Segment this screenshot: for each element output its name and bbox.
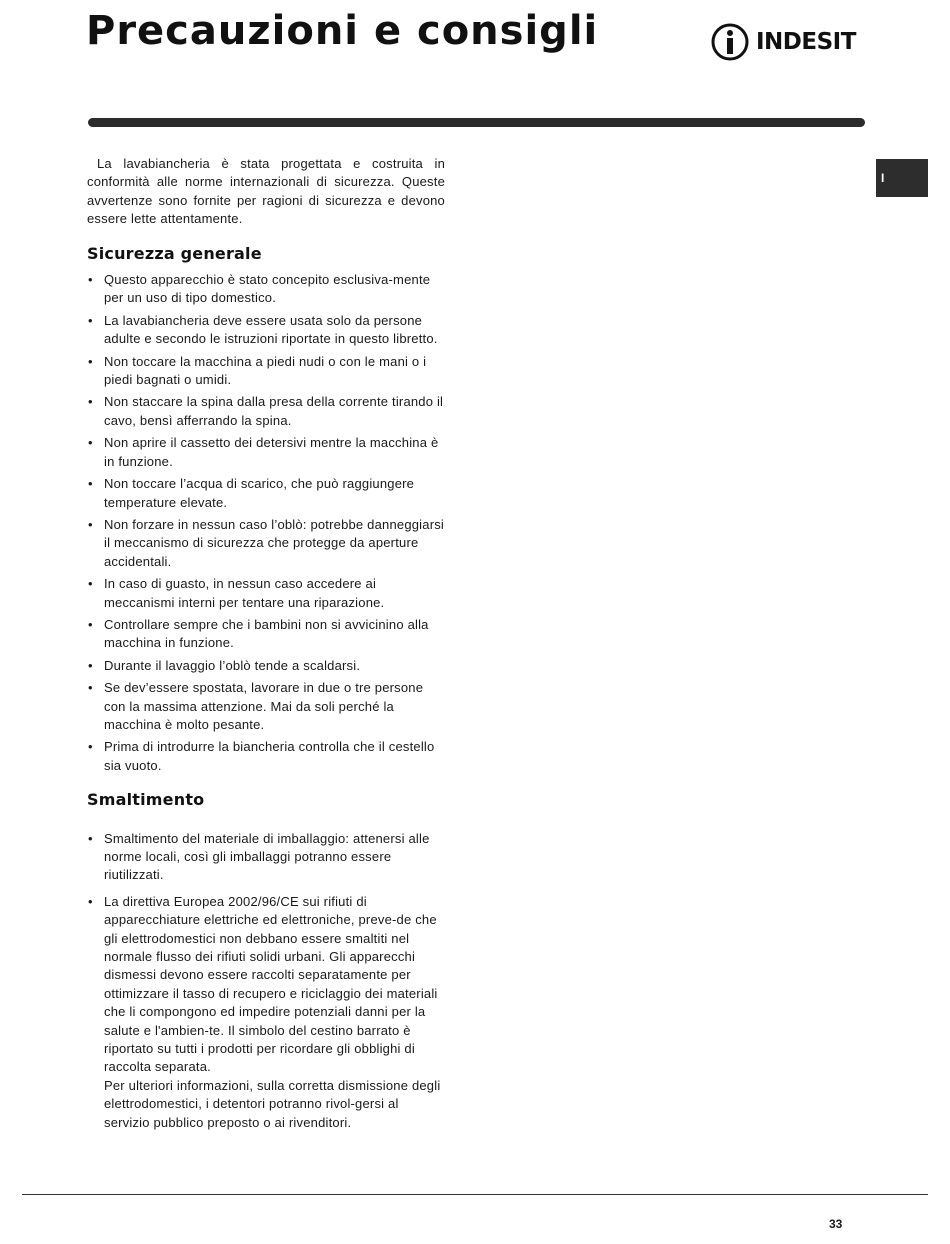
page-title: Precauzioni e consigli — [86, 8, 599, 54]
disposal-directive-text: La direttiva Europea 2002/96/CE sui rifiuti di apparecchiature elettriche ed elettroniche, preve-de che gli elettrodomestici non debbano essere smaltiti nel normale flusso dei rifiuti solidi urbani. Gli apparecchi dismessi devono essere raccolti separatamente per ottimizzare il tasso di recupero e riciclaggio dei materiali che li compongono ed impedire potenziali danni per la salute e l'ambien-te. Il simbolo del cestino barrato è riportato su tutti i prodotti per ricordare gli obblighi di raccolta separata. — [104, 893, 438, 1075]
list-item: • Non toccare l’acqua di scarico, che può raggiungere temperature elevate. — [87, 475, 445, 512]
indesit-i-icon — [710, 22, 750, 62]
language-tab: I — [876, 159, 928, 197]
list-item: • Se dev’essere spostata, lavorare in due o tre persone con la massima attenzione. Mai da soli perché la macchina è molto pesante. — [87, 679, 445, 734]
disposal-list — [87, 830, 445, 1133]
list-item: • Questo apparecchio è stato concepito esclusiva-mente per un uso di tipo domestico. — [87, 271, 445, 308]
list-item: • Prima di introdurre la biancheria controlla che il cestello sia vuoto. — [87, 738, 445, 775]
footer-divider — [22, 1194, 928, 1195]
list-item: • In caso di guasto, in nessun caso accedere ai meccanismi interni per tentare una riparazione. — [87, 575, 445, 612]
section-heading-disposal: Smaltimento — [87, 790, 205, 810]
list-item: • Non toccare la macchina a piedi nudi o con le mani o i piedi bagnati o umidi. — [87, 353, 445, 390]
section-heading-safety: Sicurezza generale — [87, 243, 262, 263]
brand-wordmark: INDESIT — [756, 29, 856, 55]
list-item: • Durante il lavaggio l’oblò tende a scaldarsi. — [87, 657, 445, 675]
list-item: • Controllare sempre che i bambini non si avvicinino alla macchina in funzione. — [87, 616, 445, 653]
intro-paragraph: La lavabiancheria è stata progettata e costruita in conformità alle norme internazionali di sicurezza. Queste avvertenze sono fornite per ragioni di sicurezza e devono essere lette attentamente. — [87, 156, 445, 227]
list-item: • Non aprire il cassetto dei detersivi mentre la macchina è in funzione. — [87, 434, 445, 471]
header-divider — [88, 118, 865, 127]
brand-logo — [710, 22, 856, 62]
disposal-info-text: Per ulteriori informazioni, sulla corretta dismissione degli elettrodomestici, i detentori potranno rivol-gersi al servizio pubblico preposto o ai rivenditori. — [104, 1077, 441, 1130]
list-item — [87, 893, 445, 1132]
list-item: • La lavabiancheria deve essere usata solo da persone adulte e secondo le istruzioni riportate in questo libretto. — [87, 312, 445, 349]
content-column — [87, 155, 445, 1140]
safety-list — [87, 271, 445, 775]
list-item: • Non forzare in nessun caso l’oblò: potrebbe danneggiarsi il meccanismo di sicurezza che protegge da aperture accidentali. — [87, 516, 445, 571]
list-item: • Smaltimento del materiale di imballaggio: attenersi alle norme locali, così gli imballaggi potranno essere riutilizzati. — [87, 830, 445, 885]
page-number: 33 — [829, 1217, 843, 1231]
list-item: • Non staccare la spina dalla presa della corrente tirando il cavo, bensì afferrando la spina. — [87, 393, 445, 430]
